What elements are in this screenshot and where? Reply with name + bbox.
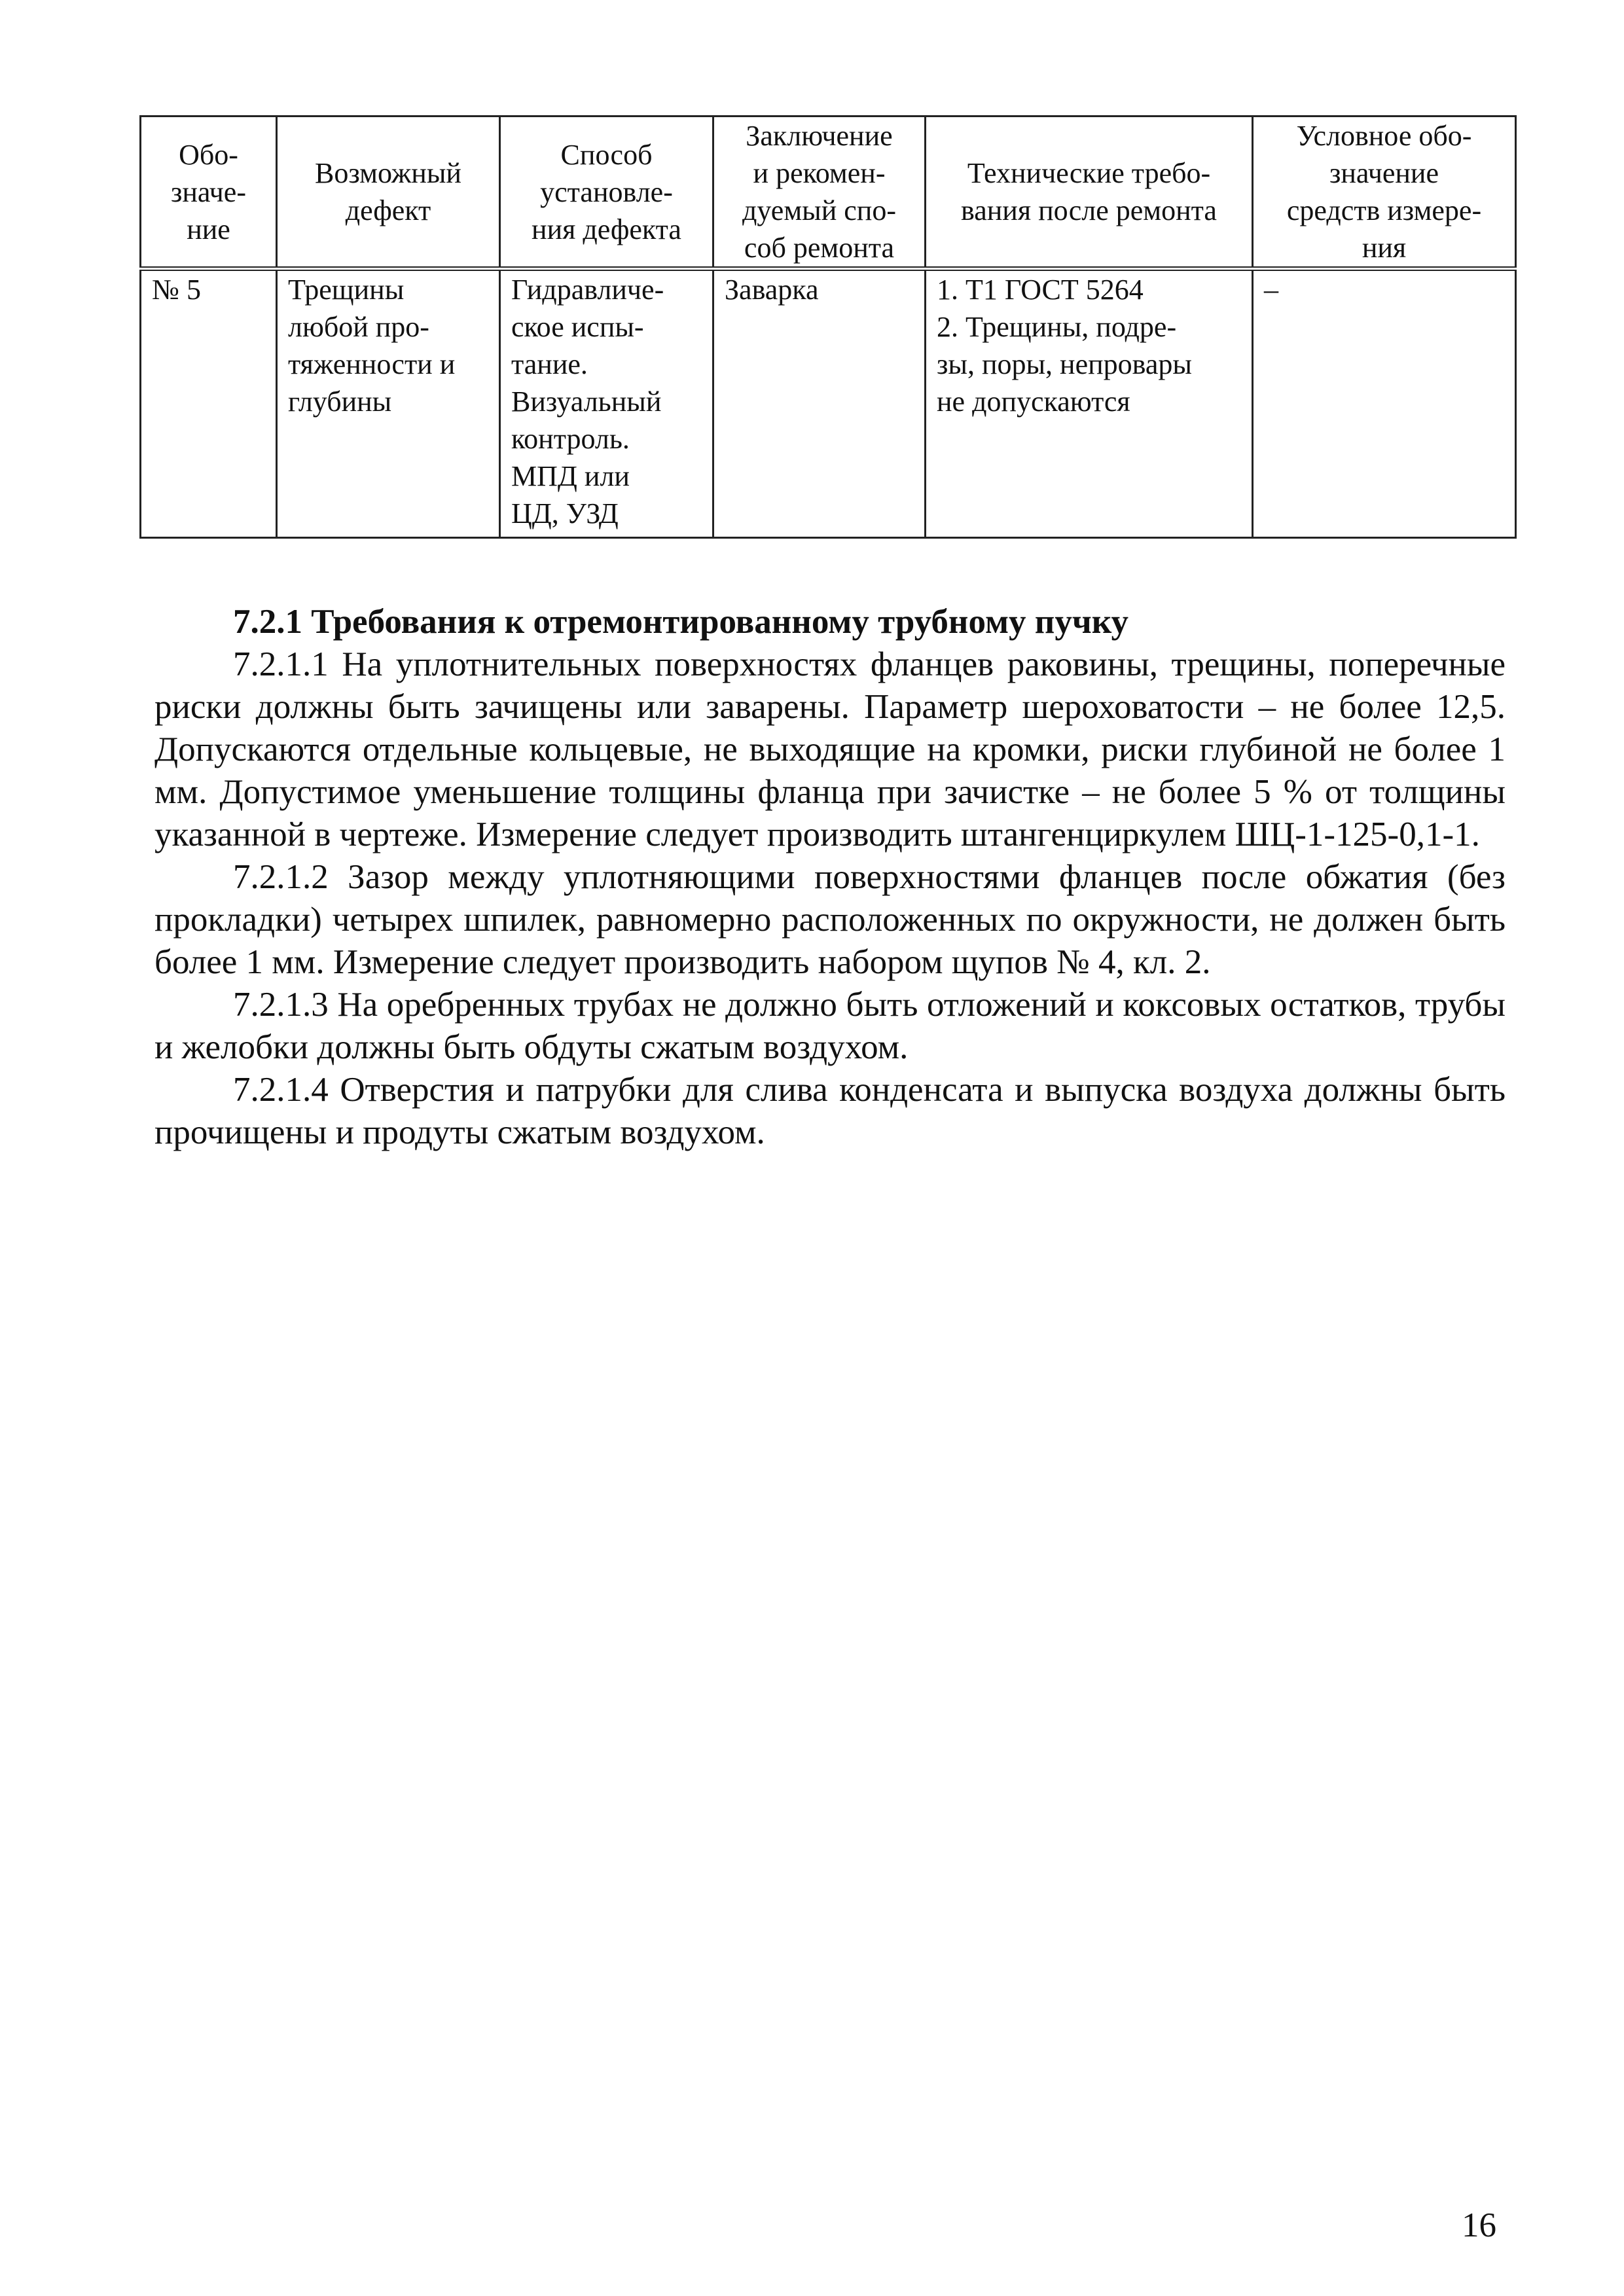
section-text: [154, 601, 1506, 1154]
cell-possible-defect: Трещины любой про- тяженности и глубины: [277, 269, 500, 538]
header-designation: Обо- значе- ние: [141, 117, 277, 269]
paragraph-7-2-1-2: 7.2.1.2 Зазор между уплотняющими поверхностями фланцев после обжатия (без прокладки) четырех шпилек, равномерно расположенных по окружности, не должен быть более 1 мм. Измерение следует производить набором щупов № 4, кл. 2.: [154, 858, 1506, 981]
header-detection-method: Способ установле- ния дефекта: [500, 117, 713, 269]
defect-table: [139, 115, 1517, 539]
paragraph-7-2-1-3: 7.2.1.3 На оребренных трубах не должно быть отложений и коксовых остатков, трубы и желобки должны быть обдуты сжатым воздухом.: [154, 986, 1506, 1066]
header-technical-requirements: Технические требо- вания после ремонта: [926, 117, 1253, 269]
table-row: [141, 269, 1516, 538]
cell-measurement-means: –: [1253, 269, 1516, 538]
header-measurement-means: Условное обо- значение средств измере- ния: [1253, 117, 1516, 269]
paragraph-7-2-1-1: 7.2.1.1 На уплотнительных поверхностях фланцев раковины, трещины, поперечные риски должны быть зачищены или заварены. Параметр шероховатости – не более 12,5. Допускаются отдельные кольцевые, не выходящие на кромки, риски глубиной не более 1 мм. Допустимое уменьшение толщины фланца при зачистке – не более 5 % от толщины указанной в чертеже. Измерение следует производить штангенциркулем ШЦ-1-125-0,1-1.: [154, 645, 1506, 853]
header-conclusion-repair: Заключение и рекомен- дуемый спо- соб ремонта: [713, 117, 926, 269]
paragraph-7-2-1-4: 7.2.1.4 Отверстия и патрубки для слива конденсата и выпуска воздуха должны быть прочищены и продуты сжатым воздухом.: [154, 1071, 1506, 1151]
cell-designation: № 5: [141, 269, 277, 538]
cell-conclusion-repair: Заварка: [713, 269, 926, 538]
cell-technical-requirements: 1. Т1 ГОСТ 5264 2. Трещины, подре- зы, поры, непровары не допускаются: [926, 269, 1253, 538]
header-possible-defect: Возможный дефект: [277, 117, 500, 269]
section-heading: 7.2.1 Требования к отремонтированному трубному пучку: [233, 603, 1129, 641]
table-header-row: [141, 117, 1516, 269]
page-number: 16: [1462, 2206, 1496, 2244]
cell-detection-method: Гидравличе- ское испы- тание. Визуальный контроль. МПД или ЦД, УЗД: [500, 269, 713, 538]
